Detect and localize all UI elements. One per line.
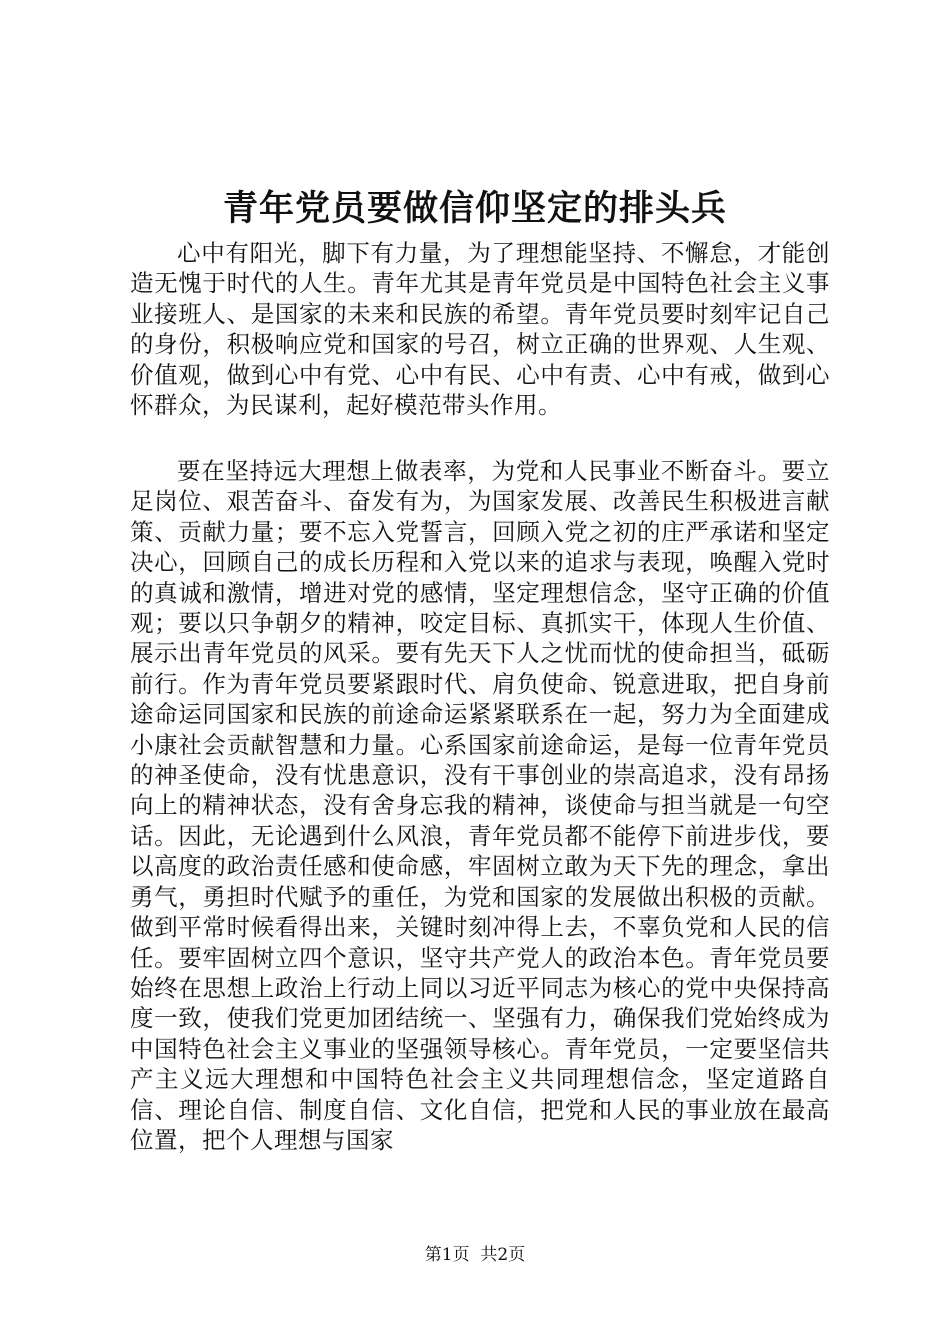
paragraph-1: 心中有阳光，脚下有力量，为了理想能坚持、不懈怠，才能创造无愧于时代的人生。青年尤其是青年党员是中国特色社会主义事业接班人、是国家的未来和民族的希望。青年党员要时刻牢记自己的身份，积极响应党和国家的号召，树立正确的世界观、人生观、价值观，做到心中有党、心中有民、心中有责、心中有戒，做到心怀群众，为民谋利，起好模范带头作用。 <box>130 239 830 420</box>
paragraph-2: 要在坚持远大理想上做表率，为党和人民事业不断奋斗。要立足岗位、艰苦奋斗、奋发有为，为国家发展、改善民生积极进言献策、贡献力量；要不忘入党誓言，回顾入党之初的庄严承诺和坚定决心，回顾自己的成长历程和入党以来的追求与表现，唤醒入党时的真诚和激情，增进对党的感情，坚定理想信念，坚守正确的价值观；要以只争朝夕的精神，咬定目标、真抓实干，体现人生价值、展示出青年党员的风采。要有先天下人之忧而忧的使命担当，砥砺前行。作为青年党员要紧跟时代、肩负使命、锐意进取，把自身前途命运同国家和民族的前途命运紧紧联系在一起，努力为全面建成小康社会贡献智慧和力量。心系国家前途命运，是每一位青年党员的神圣使命，没有忧患意识，没有干事创业的崇高追求，没有昂扬向上的精神状态，没有舍身忘我的精神，谈使命与担当就是一句空话。因此，无论遇到什么风浪，青年党员都不能停下前进步伐，要以高度的政治责任感和使命感，牢固树立敢为天下先的理念，拿出勇气，勇担时代赋予的重任，为党和国家的发展做出积极的贡献。做到平常时候看得出来，关键时刻冲得上去，不辜负党和人民的信任。要牢固树立四个意识，坚守共产党人的政治本色。青年党员要始终在思想上政治上行动上同以习近平同志为核心的党中央保持高度一致，使我们党更加团结统一、坚强有力，确保我们党始终成为中国特色社会主义事业的坚强领导核心。青年党员，一定要坚信共产主义远大理想和中国特色社会主义共同理想信念，坚定道路自信、理论自信、制度自信、文化自信，把党和人民的事业放在最高位置，把个人理想与国家 <box>130 457 830 1154</box>
page-number-footer: 第1页 共2页 <box>424 1245 526 1265</box>
document-title: 青年党员要做信仰坚定的排头兵 <box>222 188 727 229</box>
